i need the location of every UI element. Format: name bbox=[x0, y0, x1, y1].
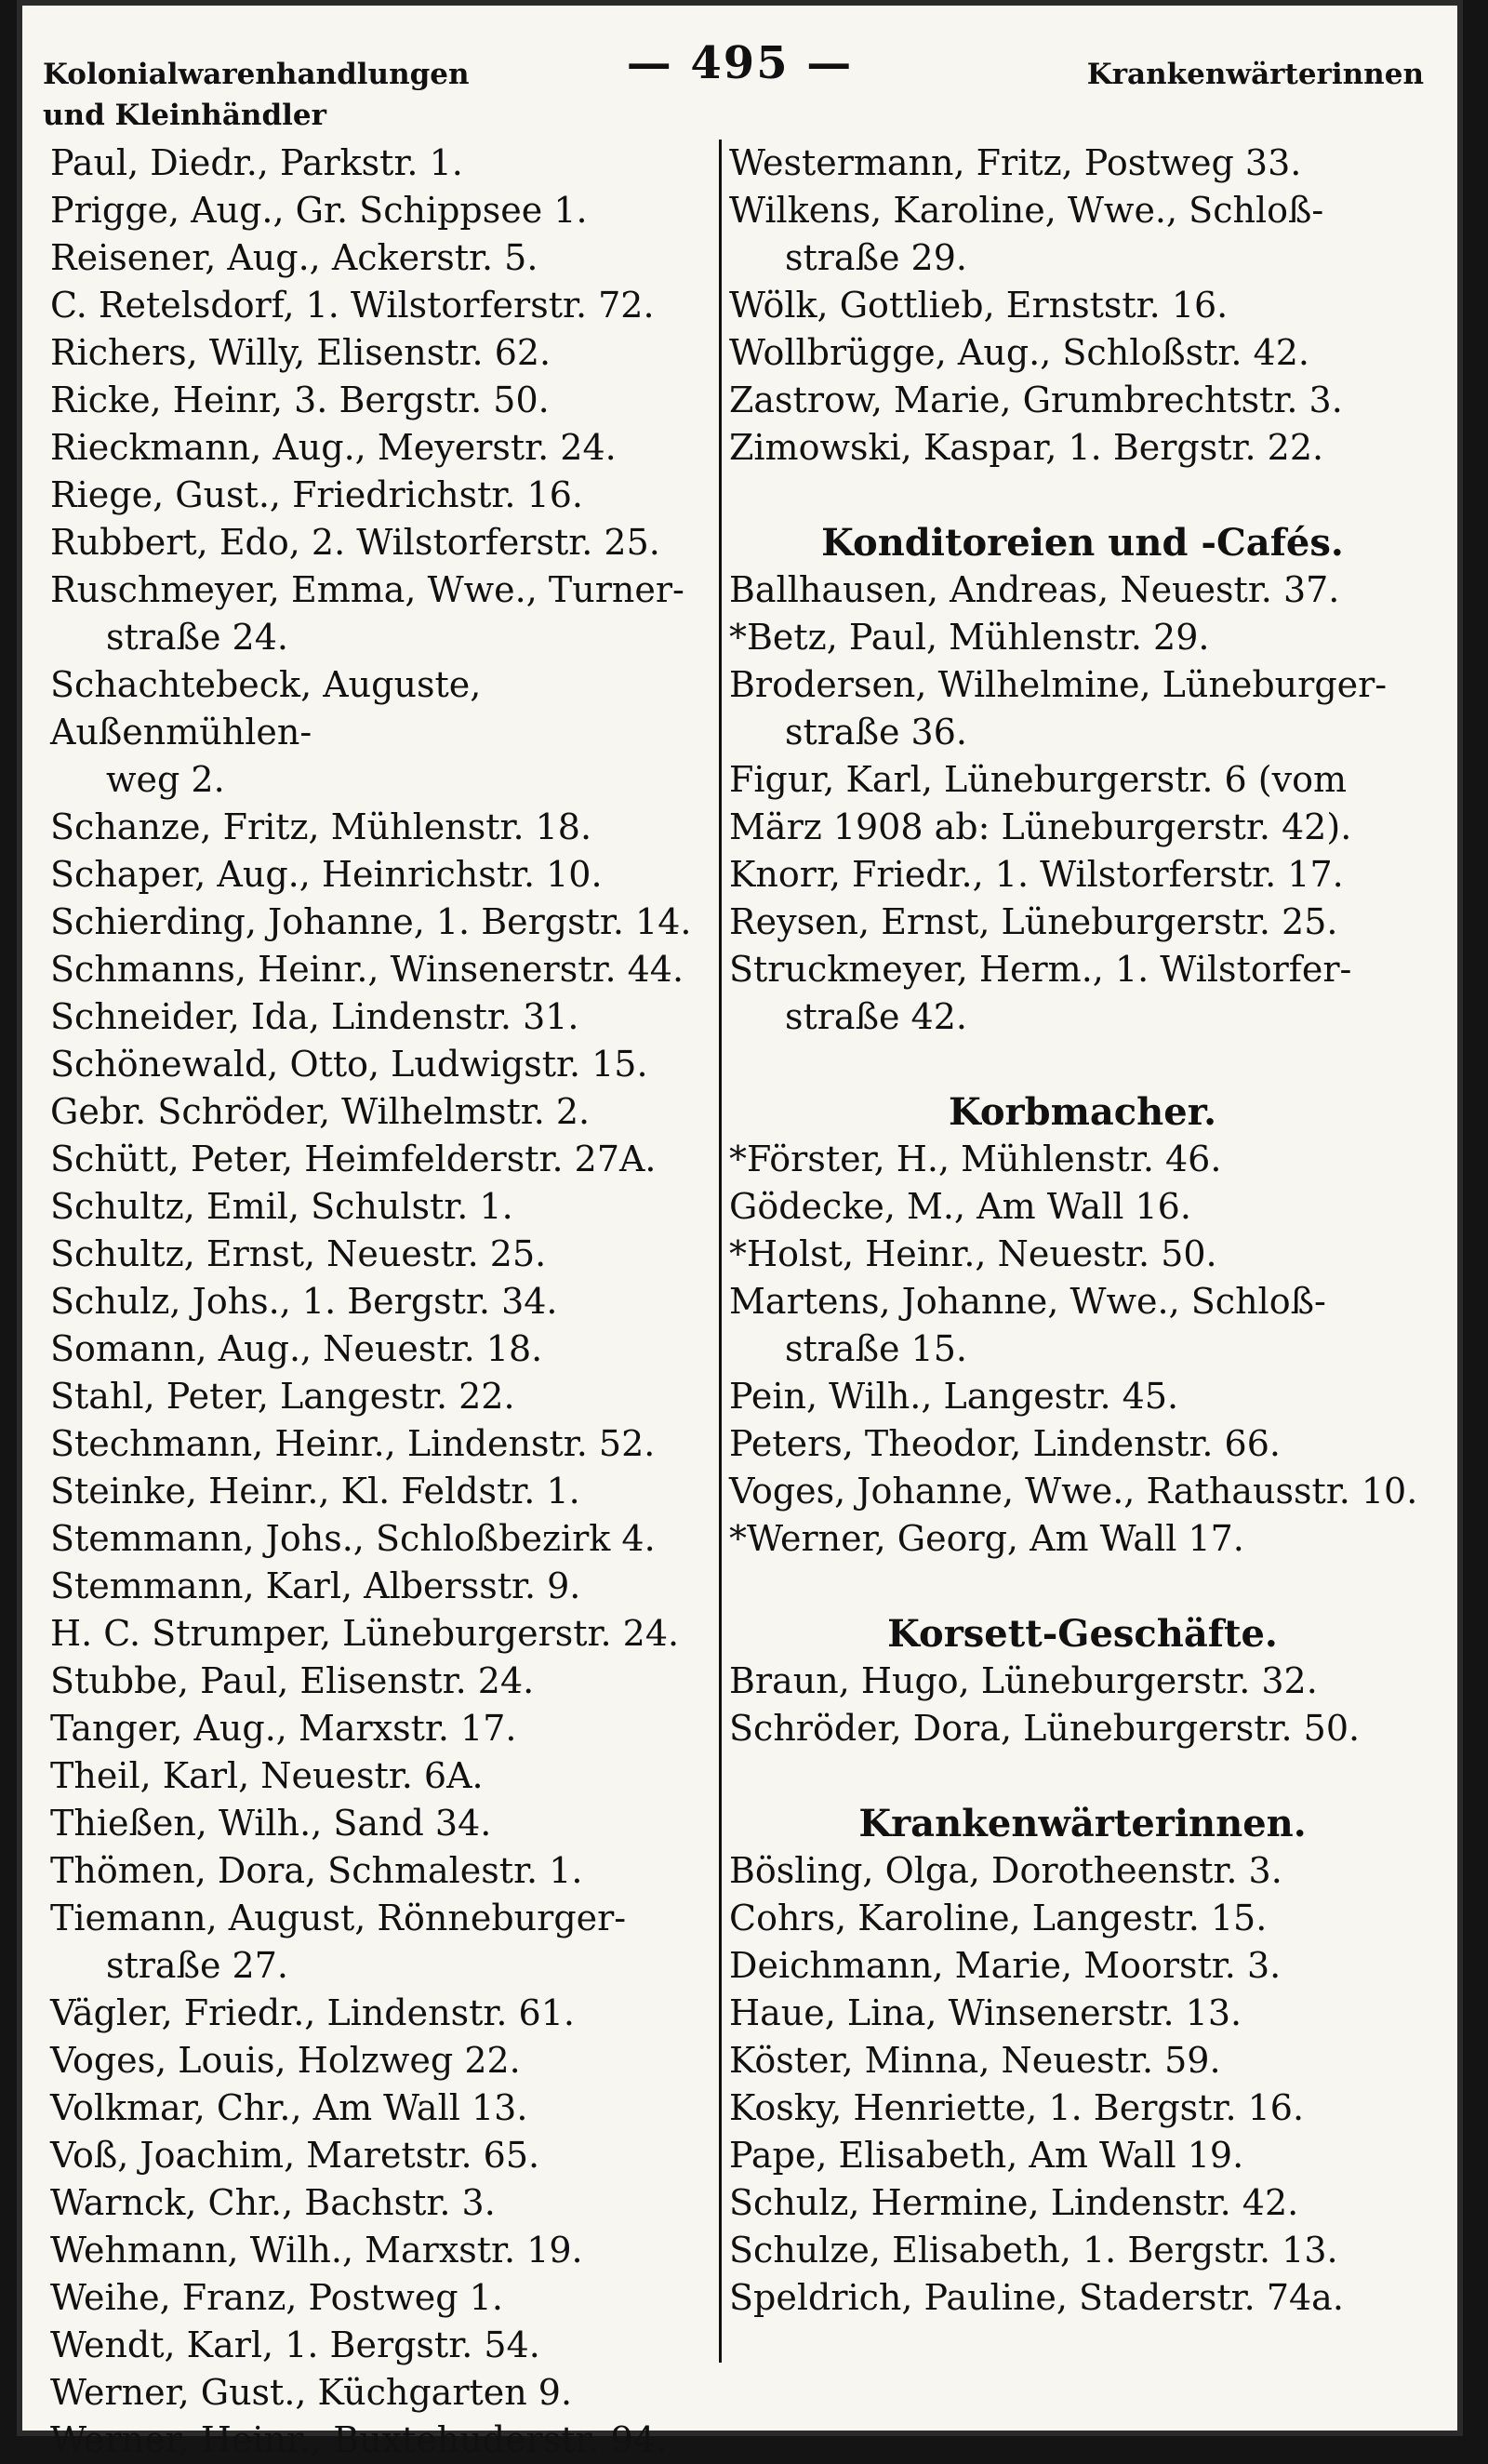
left-column bbox=[50, 140, 711, 2464]
list-item: Rieckmann, Aug., Meyerstr. 24. bbox=[50, 427, 617, 468]
list-item: Knorr, Friedr., 1. Wilstorferstr. 17. bbox=[729, 854, 1344, 895]
page-number: — 495 — bbox=[626, 37, 854, 89]
list-item: Vägler, Friedr., Lindenstr. 61. bbox=[50, 1992, 575, 2033]
list-item: Gebr. Schröder, Wilhelmstr. 2. bbox=[50, 1091, 591, 1132]
section-spacer bbox=[729, 1041, 1436, 1088]
list-item: Werner, Gust., Küchgarten 9. bbox=[50, 2372, 573, 2413]
list-item: Schneider, Ida, Lindenstr. 31. bbox=[50, 996, 579, 1037]
list-item: Stemmann, Karl, Albersstr. 9. bbox=[50, 1565, 581, 1606]
list-item: Schierding, Johanne, 1. Bergstr. 14. bbox=[50, 901, 692, 942]
list-item: Richers, Willy, Elisenstr. 62. bbox=[50, 332, 551, 373]
list-item: straße 36. bbox=[785, 712, 967, 753]
section-heading-krankenwaerterinnen: Krankenwärterinnen. bbox=[858, 1802, 1307, 1845]
section-list-korbmacher bbox=[729, 1136, 1436, 1563]
list-item: *Holst, Heinr., Neuestr. 50. bbox=[729, 1233, 1217, 1274]
list-item: Ruschmeyer, Emma, Wwe., Turner- bbox=[50, 569, 684, 610]
right-top-list bbox=[729, 140, 1436, 472]
list-item: Schulz, Johs., 1. Bergstr. 34. bbox=[50, 1281, 558, 1322]
list-item: Schmanns, Heinr., Winsenerstr. 44. bbox=[50, 949, 684, 990]
list-item: Köster, Minna, Neuestr. 59. bbox=[729, 2040, 1221, 2081]
section-heading-korbmacher: Korbmacher. bbox=[948, 1090, 1217, 1134]
list-item: Schröder, Dora, Lüneburgerstr. 50. bbox=[729, 1708, 1361, 1749]
list-item: Rubbert, Edo, 2. Wilstorferstr. 25. bbox=[50, 522, 660, 563]
list-item: *Betz, Paul, Mühlenstr. 29. bbox=[729, 617, 1210, 658]
list-item: Pein, Wilh., Langestr. 45. bbox=[729, 1376, 1179, 1417]
list-item: Cohrs, Karoline, Langestr. 15. bbox=[729, 1898, 1268, 1938]
list-item: Bösling, Olga, Dorotheenstr. 3. bbox=[729, 1850, 1282, 1891]
list-item: Schachtebeck, Auguste, Außenmühlen- bbox=[50, 664, 482, 753]
list-item: Kosky, Henriette, 1. Bergstr. 16. bbox=[729, 2087, 1305, 2128]
list-item: Ricke, Heinr, 3. Bergstr. 50. bbox=[50, 380, 550, 420]
section-spacer bbox=[729, 472, 1436, 519]
list-item: Prigge, Aug., Gr. Schippsee 1. bbox=[50, 190, 588, 231]
list-item: *Werner, Georg, Am Wall 17. bbox=[729, 1518, 1244, 1559]
list-item: Volkmar, Chr., Am Wall 13. bbox=[50, 2087, 528, 2128]
list-item: Schulz, Hermine, Lindenstr. 42. bbox=[729, 2182, 1299, 2223]
list-item: März 1908 ab: Lüneburgerstr. 42). bbox=[729, 806, 1352, 847]
list-item: Deichmann, Marie, Moorstr. 3. bbox=[729, 1945, 1282, 1986]
list-item: Tanger, Aug., Marxstr. 17. bbox=[50, 1708, 517, 1749]
list-item: Voges, Louis, Holzweg 22. bbox=[50, 2040, 521, 2081]
section-heading-korsett: Korsett-Geschäfte. bbox=[887, 1612, 1278, 1656]
list-item: Tiemann, August, Rönneburger- bbox=[50, 1898, 627, 1938]
list-item: Theil, Karl, Neuestr. 6A. bbox=[50, 1755, 484, 1796]
section-list-korsett bbox=[729, 1658, 1436, 1752]
list-item: Ballhausen, Andreas, Neuestr. 37. bbox=[729, 569, 1340, 610]
list-item: Steinke, Heinr., Kl. Feldstr. 1. bbox=[50, 1471, 580, 1512]
list-item: Thießen, Wilh., Sand 34. bbox=[50, 1803, 492, 1844]
list-item: Gödecke, M., Am Wall 16. bbox=[729, 1186, 1191, 1227]
list-item: Wilkens, Karoline, Wwe., Schloß- bbox=[729, 190, 1324, 231]
list-item: Speldrich, Pauline, Staderstr. 74a. bbox=[729, 2277, 1344, 2318]
list-item: Stemmann, Johs., Schloßbezirk 4. bbox=[50, 1518, 656, 1559]
running-head-right: Krankenwärterinnen bbox=[1086, 58, 1424, 91]
section-list-krankenwaerterinnen bbox=[729, 1847, 1436, 2322]
list-item: Westermann, Fritz, Postweg 33. bbox=[729, 142, 1302, 183]
list-item: Voges, Johanne, Wwe., Rathausstr. 10. bbox=[729, 1471, 1418, 1512]
list-item: Paul, Diedr., Parkstr. 1. bbox=[50, 142, 463, 183]
list-item: Riege, Gust., Friedrichstr. 16. bbox=[50, 474, 583, 515]
list-item: Struckmeyer, Herm., 1. Wilstorfer- bbox=[729, 949, 1352, 990]
list-item: Weihe, Franz, Postweg 1. bbox=[50, 2277, 503, 2318]
section-spacer bbox=[729, 1563, 1436, 1610]
list-item: Haue, Lina, Winsenerstr. 13. bbox=[729, 1992, 1242, 2033]
running-head-left-line2: und Kleinhändler bbox=[43, 99, 326, 132]
list-item: Stechmann, Heinr., Lindenstr. 52. bbox=[50, 1423, 656, 1464]
list-item: straße 24. bbox=[106, 617, 288, 658]
list-item: straße 29. bbox=[785, 237, 967, 278]
list-item: Schanze, Fritz, Mühlenstr. 18. bbox=[50, 806, 592, 847]
list-item: Martens, Johanne, Wwe., Schloß- bbox=[729, 1281, 1326, 1322]
list-item: straße 42. bbox=[785, 996, 967, 1037]
list-item: weg 2. bbox=[106, 759, 225, 800]
list-item: Wölk, Gottlieb, Ernststr. 16. bbox=[729, 285, 1229, 326]
list-item: straße 15. bbox=[785, 1328, 967, 1369]
list-item: Werner, Heinr., Buxtehuderstr. 94. bbox=[50, 2419, 668, 2460]
list-item: Schultz, Ernst, Neuestr. 25. bbox=[50, 1233, 547, 1274]
list-item: Thömen, Dora, Schmalestr. 1. bbox=[50, 1850, 583, 1891]
list-item: C. Retelsdorf, 1. Wilstorferstr. 72. bbox=[50, 285, 655, 326]
directory-page bbox=[17, 0, 1463, 2460]
list-item: Wendt, Karl, 1. Bergstr. 54. bbox=[50, 2324, 540, 2365]
running-head-left-line1: Kolonialwarenhandlungen bbox=[43, 58, 470, 91]
list-item: Zimowski, Kaspar, 1. Bergstr. 22. bbox=[729, 427, 1324, 468]
list-item: H. C. Strumper, Lüneburgerstr. 24. bbox=[50, 1613, 680, 1654]
list-item: Schaper, Aug., Heinrichstr. 10. bbox=[50, 854, 603, 895]
list-item: Schönewald, Otto, Ludwigstr. 15. bbox=[50, 1044, 648, 1085]
list-item: Figur, Karl, Lüneburgerstr. 6 (vom bbox=[729, 759, 1347, 800]
list-item: Schulze, Elisabeth, 1. Bergstr. 13. bbox=[729, 2230, 1338, 2271]
list-item: Stahl, Peter, Langestr. 22. bbox=[50, 1376, 515, 1417]
list-item: Braun, Hugo, Lüneburgerstr. 32. bbox=[729, 1660, 1318, 1701]
list-item: Voß, Joachim, Maretstr. 65. bbox=[50, 2135, 540, 2176]
list-item: Peters, Theodor, Lindenstr. 66. bbox=[729, 1423, 1281, 1464]
right-column bbox=[729, 140, 1436, 2322]
section-list-konditoreien bbox=[729, 566, 1436, 1041]
list-item: straße 27. bbox=[106, 1945, 288, 1986]
column-divider bbox=[719, 140, 722, 2363]
list-item: Reysen, Ernst, Lüneburgerstr. 25. bbox=[729, 901, 1338, 942]
list-item: Brodersen, Wilhelmine, Lüneburger- bbox=[729, 664, 1388, 705]
section-heading-konditoreien: Konditoreien und -Cafés. bbox=[821, 521, 1344, 565]
list-item: Warnck, Chr., Bachstr. 3. bbox=[50, 2182, 496, 2223]
list-item: Pape, Elisabeth, Am Wall 19. bbox=[729, 2135, 1244, 2176]
list-item: Reisener, Aug., Ackerstr. 5. bbox=[50, 237, 538, 278]
list-item: Wollbrügge, Aug., Schloßstr. 42. bbox=[729, 332, 1309, 373]
list-item: Somann, Aug., Neuestr. 18. bbox=[50, 1328, 543, 1369]
list-item: Zastrow, Marie, Grumbrechtstr. 3. bbox=[729, 380, 1343, 420]
section-spacer bbox=[729, 1752, 1436, 1800]
list-item: Wehmann, Wilh., Marxstr. 19. bbox=[50, 2230, 583, 2271]
list-item: Schütt, Peter, Heimfelderstr. 27A. bbox=[50, 1139, 657, 1179]
list-item: *Förster, H., Mühlenstr. 46. bbox=[729, 1139, 1222, 1179]
list-item: Schultz, Emil, Schulstr. 1. bbox=[50, 1186, 513, 1227]
list-item: Stubbe, Paul, Elisenstr. 24. bbox=[50, 1660, 535, 1701]
